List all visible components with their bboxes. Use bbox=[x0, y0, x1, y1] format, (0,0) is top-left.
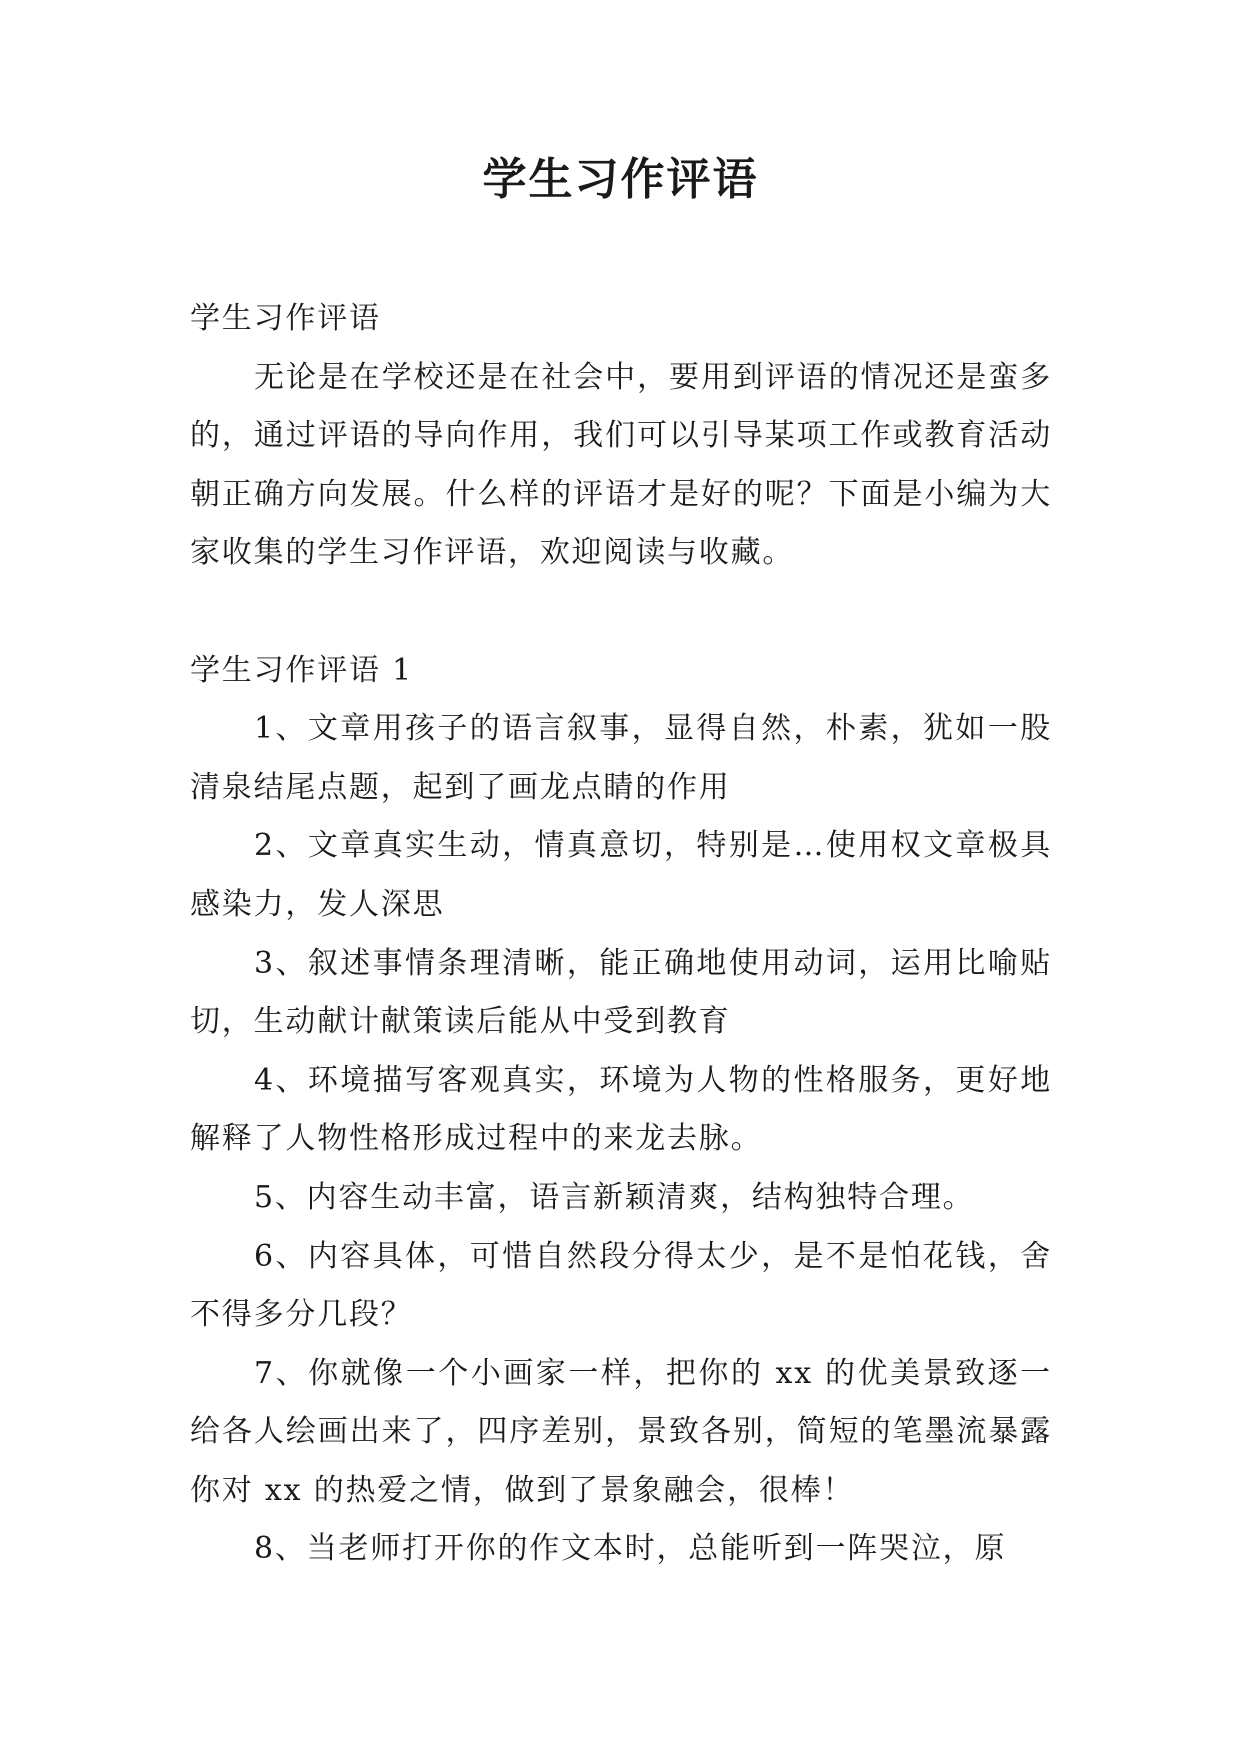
document-body bbox=[190, 290, 1052, 1579]
comment-item-3: 3、叙述事情条理清晰，能正确地使用动词，运用比喻贴切，生动献计献策读后能从中受到教育 bbox=[190, 945, 1052, 1040]
comment-item-1: 1、文章用孩子的语言叙事，显得自然，朴素，犹如一股清泉结尾点题，起到了画龙点睛的作用 bbox=[190, 711, 1052, 805]
subtitle: 学生习作评语 bbox=[190, 301, 381, 336]
comment-item-4: 4、环境描写客观真实，环境为人物的性格服务，更好地解释了人物性格形成过程中的来龙去脉。 bbox=[190, 1062, 1052, 1157]
paragraph-spacer bbox=[190, 583, 1052, 642]
intro-paragraph: 无论是在学校还是在社会中，要用到评语的情况还是蛮多的，通过评语的导向作用，我们可以引导某项工作或教育活动朝正确方向发展。什么样的评语才是好的呢？下面是小编为大家收集的学生习作评语，欢迎阅读与收藏。 bbox=[190, 359, 1052, 571]
document-title: 学生习作评语 bbox=[482, 154, 759, 205]
comment-item-2: 2、文章真实生动，情真意切，特别是…使用权文章极具感染力，发人深思 bbox=[190, 828, 1052, 922]
comment-item-6: 6、内容具体，可惜自然段分得太少，是不是怕花钱，舍不得多分几段？ bbox=[190, 1238, 1052, 1333]
comment-item-5: 5、内容生动丰富，语言新颖清爽，结构独特合理。 bbox=[254, 1179, 975, 1215]
comment-item-7: 7、你就像一个小画家一样，把你的 xx 的优美景致逐一给各人绘画出来了，四序差别，景致各别，简短的笔墨流暴露你对 xx 的热爱之情，做到了景象融会，很棒！ bbox=[190, 1355, 1052, 1508]
section-heading: 学生习作评语 1 bbox=[190, 652, 414, 688]
comment-item-8: 8、当老师打开你的作文本时，总能听到一阵哭泣，原 bbox=[254, 1531, 1007, 1567]
